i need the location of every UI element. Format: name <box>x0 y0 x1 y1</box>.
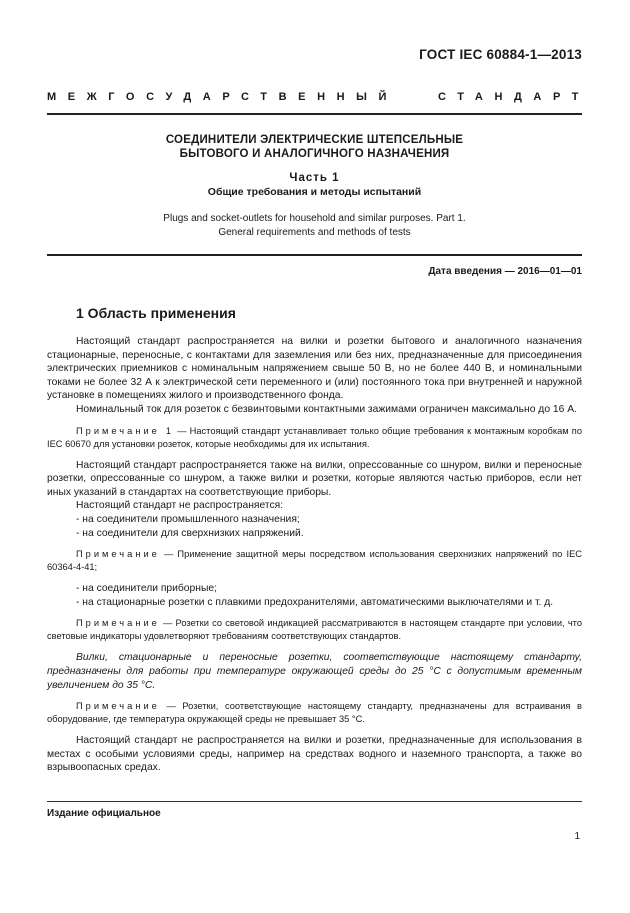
section-heading: 1 Область применения <box>76 305 236 321</box>
note-label: Примечание <box>76 549 160 560</box>
banner-standard: СТАНДАРТ <box>438 91 591 103</box>
list-item: - на соединители промышленного назначения; <box>76 513 300 525</box>
paragraph: Номинальный ток для розеток с безвинтовыми контактными зажимами ограничен максимально до 16 А. <box>76 403 577 415</box>
note <box>47 548 582 574</box>
paragraph: Настоящий стандарт распространяется на вилки и розетки бытового и аналогичного назначения стационарные, переносные, с контактами для заземления или без них, предназначенные для присоединения электрических приемников с номинальным напряжением свыше 50 В, но не более 440 В, и номинальными токами не более 32 А к электрической сети переменного и (или) постоянного тока при внутренней и наружной установке в помещениях жилого и производственного фонда. <box>47 336 582 402</box>
title-line-1: СОЕДИНИТЕЛИ ЭЛЕКТРИЧЕСКИЕ ШТЕПСЕЛЬНЫЕ <box>165 134 464 146</box>
note <box>47 700 582 726</box>
note <box>47 425 582 451</box>
note-label: Примечание <box>76 618 160 629</box>
paragraph: Настоящий стандарт не распространяется на вилки и розетки, предназначенные для использования в местах с особыми условиями среды, например на средствах водного и наземного транспорта, а также во взрывоопасных средах. <box>47 735 582 774</box>
footer-rule <box>47 801 582 802</box>
note <box>47 617 582 643</box>
note-label: Примечание 1 <box>76 425 175 436</box>
list-item: - на стационарные розетки с плавкими предохранителями, автоматическими выключателями и т. д. <box>76 596 554 608</box>
paragraph: Настоящий стандарт распространяется также на вилки, опрессованные со шнуром, вилки и переносные розетки, опрессованные со шнуром, а также вилки и розетки, которые являются частью приборов, если нет иных указаний в стандартах на соответствующие приборы. <box>47 459 582 498</box>
note-text: — Розетки со световой индикацией рассматриваются в настоящем стандарте при условии, что световые индикаторы удовлетворяют требованиям соответствующих стандартов. <box>47 618 582 642</box>
english-title-line-1: Plugs and socket-outlets for household and similar purposes. Part 1. <box>163 213 466 224</box>
list-item: - на соединители для сверхнизких напряжений. <box>76 527 304 539</box>
paragraph: Настоящий стандарт не распространяется: <box>76 500 284 512</box>
note-text: — Применение защитной меры посредством использования сверхнизких напряжений по IEC 60364-4-41; <box>47 549 582 573</box>
title-line-2: БЫТОВОГО И АНАЛОГИЧНОГО НАЗНАЧЕНИЯ <box>179 148 450 160</box>
note-text: — Розетки, соответствующие настоящему стандарту, предназначены для встраивания в оборудование, где температура окружающей среды не превышает 35 °С. <box>47 701 582 725</box>
note-label: Примечание <box>76 701 160 712</box>
paragraph-italic: Вилки, стационарные и переносные розетки, соответствующие настоящему стандарту, предназначены для работы при температуре окружающей среды до 25 °С с допустимым временным увеличением до 35 °С. <box>47 652 582 691</box>
part-label: Часть 1 <box>289 172 340 184</box>
body-text <box>47 335 582 775</box>
top-rule <box>47 113 582 115</box>
banner-interstate: МЕЖГОСУДАРСТВЕННЫЙ <box>47 91 399 103</box>
effective-date: Дата введения — 2016—01—01 <box>428 266 582 277</box>
list-item: - на соединители приборные; <box>76 583 217 595</box>
mid-rule <box>47 254 582 256</box>
subtitle: Общие требования и методы испытаний <box>207 186 422 198</box>
edition-label: Издание официальное <box>47 808 161 819</box>
english-title-line-2: General requirements and methods of tests <box>218 227 411 238</box>
standard-code: ГОСТ IEC 60884-1—2013 <box>419 47 582 62</box>
note-text: — Настоящий стандарт устанавливает только общие требования к монтажным коробкам по IEC 60670 для установки розеток, которые необходимы для их испытания. <box>47 425 582 449</box>
page-number: 1 <box>574 831 580 842</box>
